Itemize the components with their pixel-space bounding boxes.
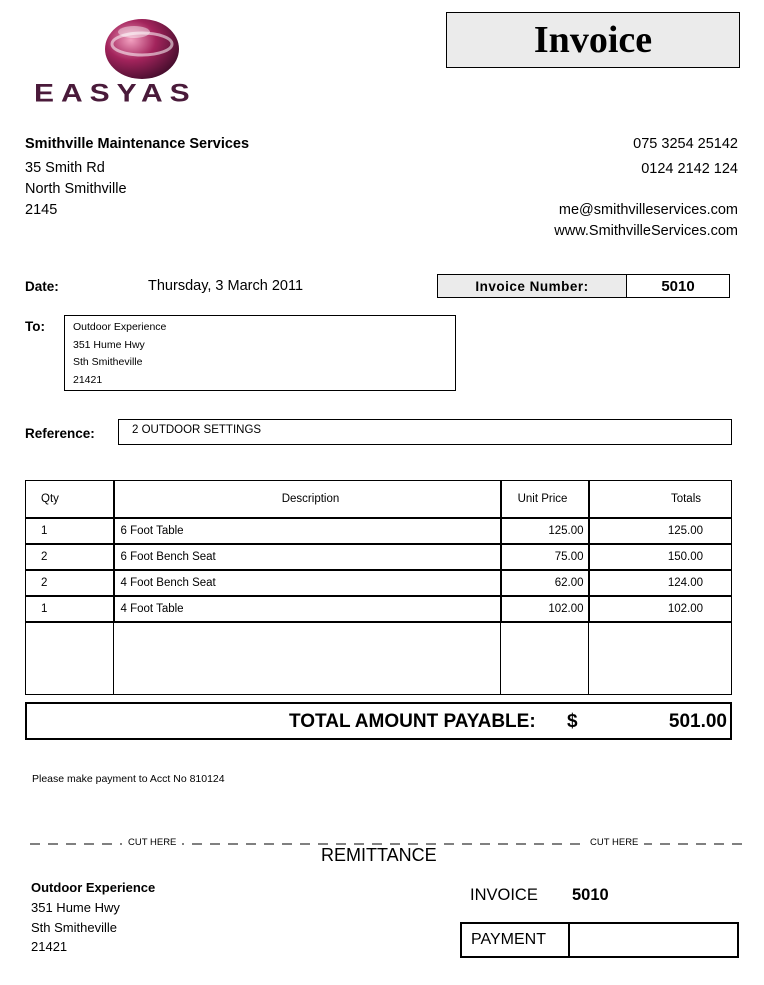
payment-label: PAYMENT <box>462 924 570 956</box>
cell-unit-price: 75.00 <box>501 544 589 570</box>
reference-value: 2 OUTDOOR SETTINGS <box>132 424 262 436</box>
currency-symbol: $ <box>567 711 578 732</box>
company-phone: 0124 2142 124 <box>641 161 738 177</box>
column-header-unit-price: Unit Price <box>501 481 589 518</box>
company-address-line: 35 Smith Rd <box>25 160 105 176</box>
cell-qty: 2 <box>26 570 114 596</box>
remittance-address-line: Sth Smitheville <box>31 920 117 935</box>
table-row <box>26 570 731 596</box>
invoice-number-box <box>437 274 730 298</box>
company-address-line: 2145 <box>25 202 58 218</box>
remittance-address-line: 351 Hume Hwy <box>31 900 120 915</box>
line-items-table <box>25 480 732 695</box>
payment-note: Please make payment to Acct No 810124 <box>32 773 225 785</box>
company-phone: 075 3254 25142 <box>633 136 738 152</box>
company-address-line: North Smithville <box>25 181 127 197</box>
cell-description: 4 Foot Table <box>114 596 501 622</box>
table-row <box>26 518 731 544</box>
cell-description: 6 Foot Bench Seat <box>114 544 501 570</box>
cell-total: 150.00 <box>589 544 731 570</box>
bill-to-box <box>64 315 456 391</box>
cell-qty: 1 <box>26 596 114 622</box>
cell-description: 6 Foot Table <box>114 518 501 544</box>
remittance-address-line: 21421 <box>31 939 68 954</box>
table-row <box>26 596 731 622</box>
remittance-name: Outdoor Experience <box>31 880 156 895</box>
company-website: www.SmithvilleServices.com <box>554 223 738 239</box>
cell-total: 124.00 <box>589 570 731 596</box>
cell-unit-price: 125.00 <box>501 518 589 544</box>
bill-to-line: Outdoor Experience <box>73 321 167 333</box>
date-label: Date: <box>25 279 59 294</box>
payment-field[interactable] <box>570 924 737 956</box>
column-divider <box>588 481 589 694</box>
table-header-row <box>26 481 731 518</box>
company-email: me@smithvilleservices.com <box>558 202 738 218</box>
column-header-totals: Totals <box>589 481 731 518</box>
column-divider <box>500 481 501 694</box>
total-amount: 501.00 <box>668 711 727 732</box>
cell-total: 102.00 <box>589 596 731 622</box>
cell-qty: 2 <box>26 544 114 570</box>
remittance-invoice-number: 5010 <box>572 886 609 904</box>
total-box <box>25 702 732 740</box>
cell-total: 125.00 <box>589 518 731 544</box>
to-label: To: <box>25 319 45 334</box>
logo-text: EASYAS <box>34 80 197 108</box>
cell-unit-price: 102.00 <box>501 596 589 622</box>
cell-qty: 1 <box>26 518 114 544</box>
bill-to-line: 351 Hume Hwy <box>73 338 145 351</box>
column-header-qty: Qty <box>26 481 114 518</box>
cut-here-label: CUT HERE <box>122 837 182 848</box>
remittance-title: REMITTANCE <box>321 845 437 865</box>
table-row <box>26 544 731 570</box>
logo-sphere-icon <box>104 18 180 80</box>
bill-to-line: 21421 <box>73 373 103 386</box>
payment-box <box>460 922 739 958</box>
remittance-invoice-label: INVOICE <box>470 886 538 904</box>
reference-box <box>118 419 732 445</box>
cell-unit-price: 62.00 <box>501 570 589 596</box>
company-name: Smithville Maintenance Services <box>25 136 250 152</box>
page-title: Invoice <box>533 19 653 61</box>
invoice-number-label: Invoice Number: <box>438 275 627 297</box>
total-label: TOTAL AMOUNT PAYABLE: <box>289 711 536 732</box>
cell-description: 4 Foot Bench Seat <box>114 570 501 596</box>
invoice-date: Thursday, 3 March 2011 <box>148 278 304 294</box>
cut-here-label: CUT HERE <box>584 837 644 848</box>
column-divider <box>113 481 114 694</box>
invoice-number: 5010 <box>661 277 695 295</box>
invoice-title-box <box>446 12 740 68</box>
bill-to-line: Sth Smitheville <box>73 356 143 368</box>
reference-label: Reference: <box>25 426 95 441</box>
column-header-description: Description <box>114 481 501 518</box>
